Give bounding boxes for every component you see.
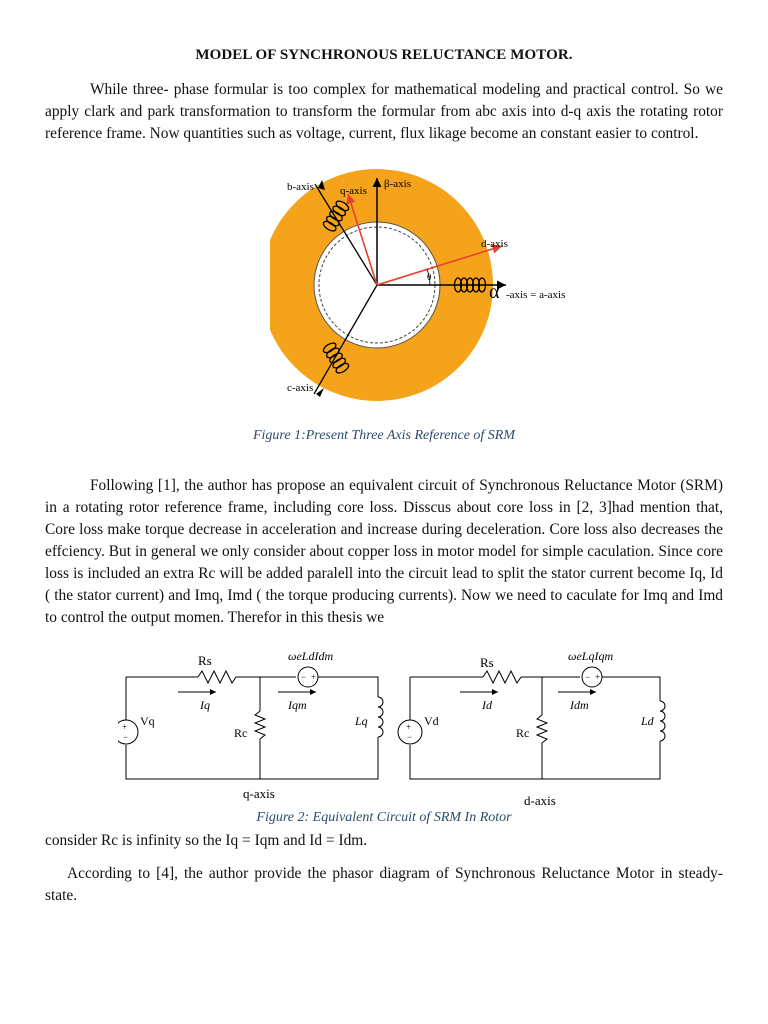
figure-1-caption: Figure 1:Present Three Axis Reference of SRM [252, 428, 516, 443]
intro-paragraph: While three- phase formular is too complex for mathematical modeling and practical control. So we apply clark and park transformation to transform the formular from abc axis into d-q axis the rotating rotor reference frame. Now quantities such as voltage, current, flux likage become an constant easier to control. [45, 81, 723, 142]
d-dep-source-plus: + [595, 672, 601, 682]
d-axis-circuit-label: d-axis [524, 793, 556, 808]
alpha-axis-label: -axis = a-axis [506, 289, 566, 301]
q-axis-circuit-label: q-axis [243, 786, 275, 801]
core-loss-paragraph: Following [1], the author has propose an equivalent circuit of Synchronous Reluctance Motor (SRM) in a rotating rotor reference frame, including core loss. Disscus about core loss in [2, 3]had mention that, Core loss make torque decrease in acceleration and increase during deceleration. Core loss also decreases the effciency. But in general we only consider about copper loss in motor model for simple caculation. Since core loss is included an extra Rc will be added paralell into the circuit lead to split the stator current become Iq, Id ( the stator current) and Imq, Imd ( the torque producing currents). Now we need to caculate for Imq and Imd to control the output momen. Therefor in this thesis we [45, 477, 723, 626]
d-current-id: Id [482, 698, 492, 712]
theta-label: θ [427, 272, 432, 282]
q-current-iqm: Iqm [288, 698, 307, 712]
q-rs-label: Rs [198, 653, 212, 668]
d-rc-label: Rc [516, 726, 530, 740]
d-voltage-label: Vd [424, 714, 439, 728]
alpha-symbol: α [489, 281, 500, 303]
q-source-plus: + [122, 722, 128, 732]
q-dep-source-minus: + [311, 672, 317, 682]
q-inductor-label: Lq [355, 714, 368, 728]
q-axis-label: q-axis [340, 185, 367, 197]
figure-2-caption: Figure 2: Equivalent Circuit of SRM In Rotor [256, 810, 512, 825]
d-dep-source-label: ωeLqIqm [568, 649, 614, 663]
d-axis-label: d-axis [481, 238, 508, 250]
d-rs-label: Rs [480, 655, 494, 670]
q-axis-circuit [118, 667, 383, 779]
q-rc-label: Rc [234, 726, 248, 740]
page-title: MODEL OF SYNCHRONOUS RELUCTANCE MOTOR. [195, 47, 573, 63]
q-voltage-label: Vq [140, 714, 155, 728]
q-dep-source-label: ωeLdIdm [288, 649, 334, 663]
d-inductor-label: Ld [641, 714, 654, 728]
q-source-minus: − [123, 732, 129, 742]
q-current-iq: Iq [200, 698, 210, 712]
phasor-intro-paragraph: According to [4], the author provide the phasor diagram of Synchronous Reluctance Motor in steady-state. [45, 865, 723, 904]
d-source-minus: − [407, 732, 413, 742]
equivalent-circuit-figure [118, 645, 678, 810]
three-axis-reference-figure [270, 168, 570, 408]
c-axis-label: c-axis [287, 382, 314, 394]
beta-axis-label: β-axis [384, 178, 411, 190]
d-current-idm: Idm [570, 698, 589, 712]
d-source-plus: + [406, 722, 412, 732]
d-dep-source-minus: − [585, 672, 591, 682]
rc-infinity-paragraph: consider Rc is infinity so the Iq = Iqm and Id = Idm. [45, 832, 368, 849]
b-axis-label: b-axis [287, 181, 314, 193]
q-dep-source-plus: − [301, 672, 307, 682]
